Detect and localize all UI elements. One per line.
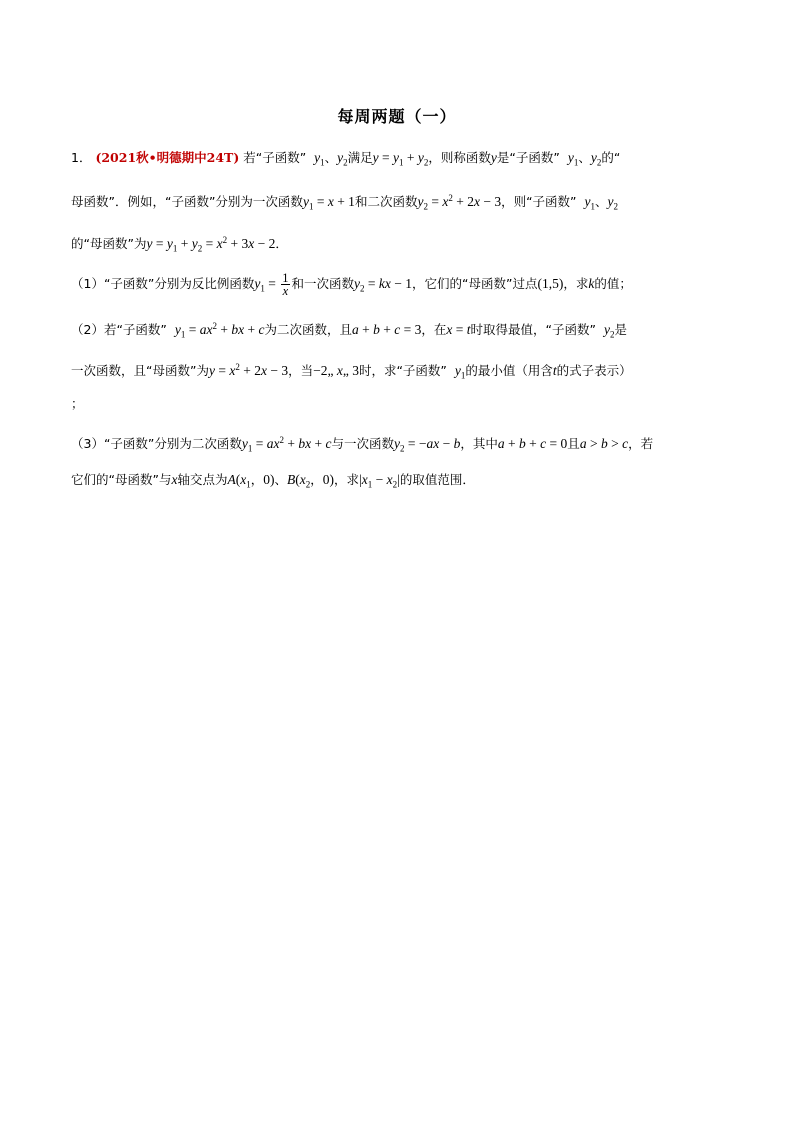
- fraction-one-over-x: $\frac{1}{x}$: [282, 271, 289, 298]
- problem1-part3-line2: 它们的“母函数”与x轴交点为$A(x_1$，0)、$B(x_2$，0)，求$|x_1 - x_2|$的取值范围．: [71, 472, 475, 490]
- problem1-part2-line2: 一次函数，且“母函数”为$y = x^2 + 2x - 3$，当−2„ x„ 3时，求“子函数” $y_1$的最小值（用含t的式子表示）: [71, 362, 632, 381]
- problem1-intro-line1: 1． (2021秋•明德期中24T) 若“子函数” $y_1$、$y_2$满足$y = y_1 + y_2$，则称函数y是“子函数” $y_1$、$y_2$的“: [71, 150, 621, 168]
- problem-number: 1．: [71, 150, 92, 165]
- problem1-part2-line3: ；: [71, 396, 84, 411]
- problem1-intro-line2: 母函数”．例如，“子函数”分别为一次函数$y_1 = x + 1$和二次函数$y_2 = x^2 + 2x - 3$，则“子函数” $y_1$、$y_2$: [71, 193, 618, 212]
- problem1-part1: （1）“子函数”分别为反比例函数$y_1$ = $\frac{1}{x}$ 和一次函数$y_2$ = kx − 1，它们的“母函数”过点(1,5)，求k的值；: [71, 271, 632, 298]
- problem-source: (2021秋•明德期中24T): [95, 150, 240, 165]
- problem1-intro-line3: 的“母函数”为$y = y_1 + y_2 = x^2 + 3x - 2$．: [71, 235, 288, 254]
- page-title: 每周两题（一）: [337, 107, 457, 126]
- problem1-part3-line1: （3）“子函数”分别为二次函数$y_1 = ax^2$ + bx + c与一次函数$y_2 = -ax - b$，其中a + b + c = 0且a > b > c，若: [71, 435, 654, 454]
- problem1-part2-line1: （2）若“子函数” $y_1 = ax^2$ + bx + c为二次函数，且a + b + c = 3，在x = t时取得最值，“子函数” $y_2$是: [71, 321, 627, 340]
